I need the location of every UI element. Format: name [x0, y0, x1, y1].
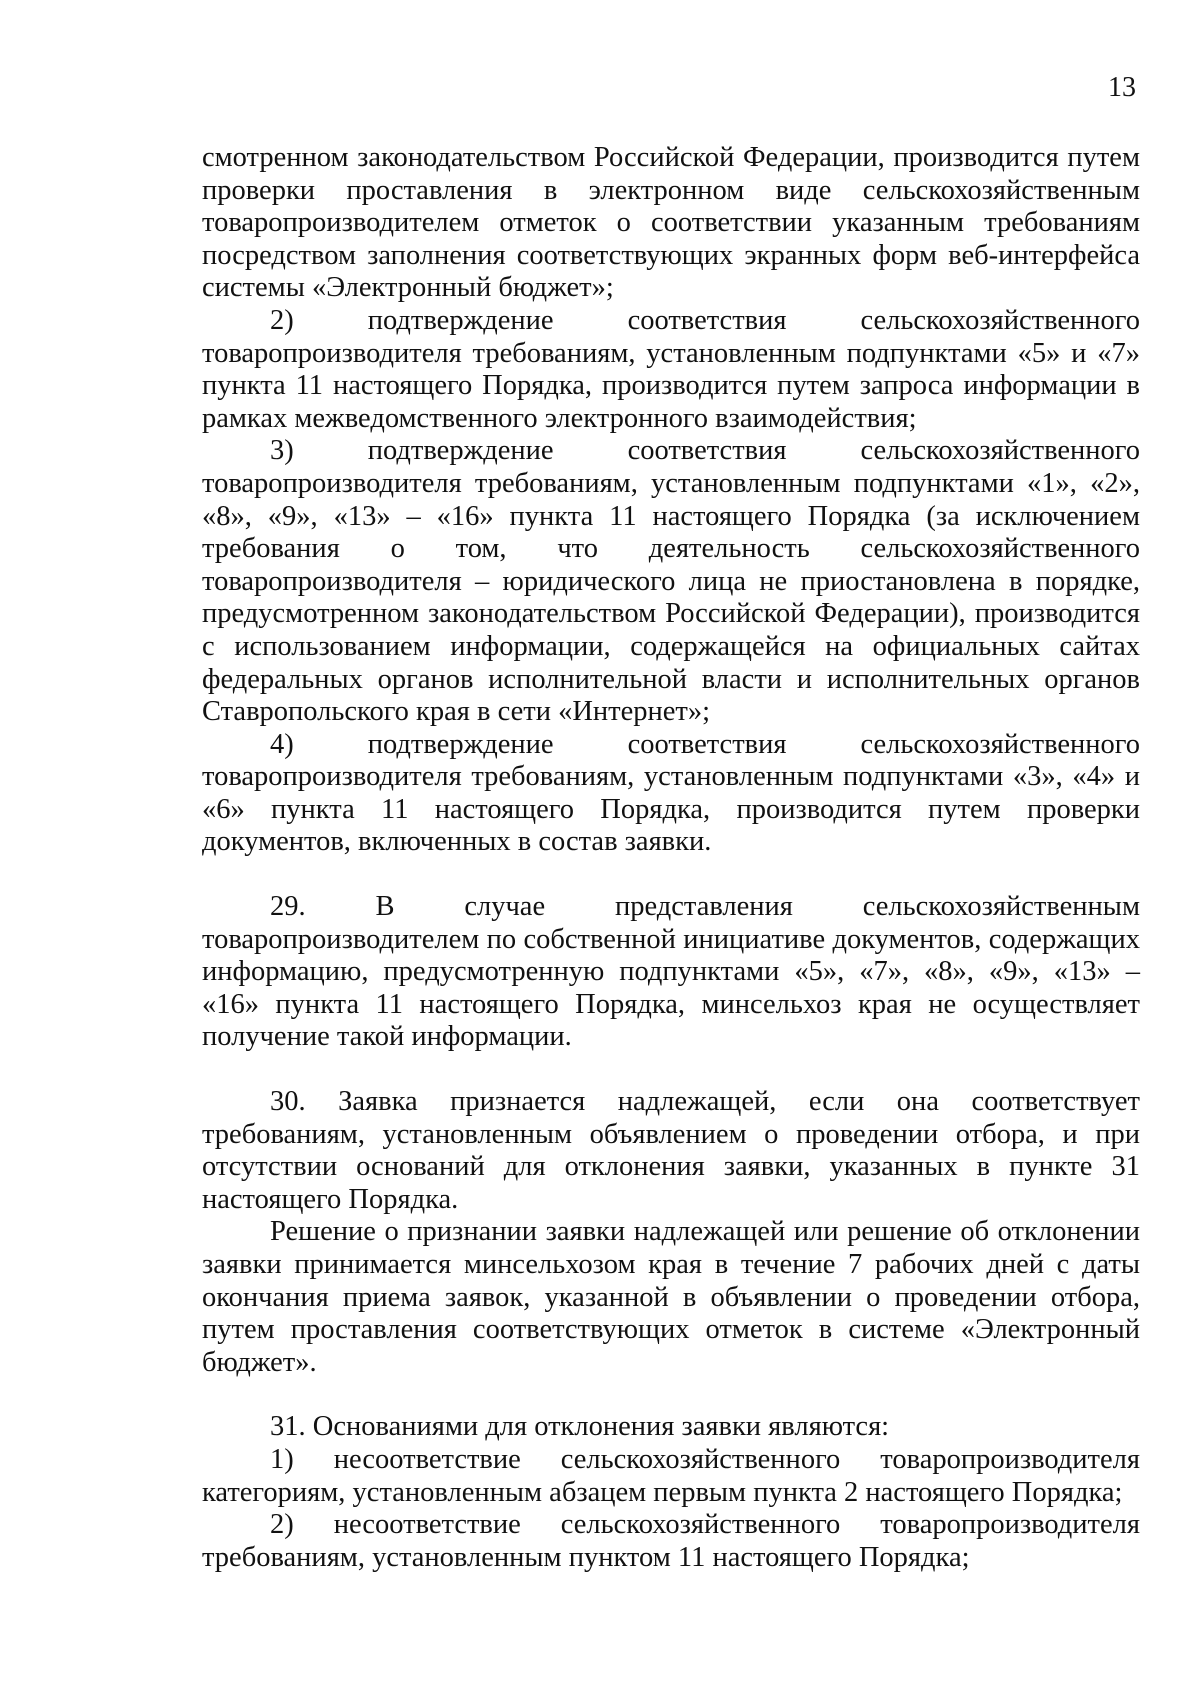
paragraph-item-2: 2) подтверждение соответствия сельскохозяйственного товаропроизводителя требованиям, установленным подпунктами «5» и «7» пункта 11 настоящего Порядка, производится путем запроса информации в рамках межведомственного электронного взаимодействия;	[202, 304, 1140, 434]
paragraph-continuation: смотренном законодательством Российской Федерации, производится путем проверки проставления в электронном виде сельскохозяйственным товаропроизводителем отметок о соответствии указанным требованиям посредством заполнения соответствующих экранных форм веб-интерфейса системы «Электронный бюджет»;	[202, 142, 1140, 304]
paragraph-clause-29: 29. В случае представления сельскохозяйственным товаропроизводителем по собственной инициативе документов, содержащих информацию, предусмотренную подпунктами «5», «7», «8», «9», «13» – «16» пункта 11 настоящего Порядка, минсельхоз края не осуществляет получение такой информации.	[202, 891, 1140, 1053]
paragraph-clause-31-item-1: 1) несоответствие сельскохозяйственного товаропроизводителя категориям, установленным абзацем первым пункта 2 настоящего Порядка;	[202, 1443, 1140, 1508]
paragraph-clause-30: 30. Заявка признается надлежащей, если она соответствует требованиям, установленным объявлением о проведении отбора, и при отсутствии оснований для отклонения заявки, указанных в пункте 31 настоящего Порядка.	[202, 1086, 1140, 1215]
paragraph-item-3: 3) подтверждение соответствия сельскохозяйственного товаропроизводителя требованиям, установленным подпунктами «1», «2», «8», «9», «13» – «16» пункта 11 настоящего Порядка (за исключением требования о том, что деятельность сельскохозяйственного товаропроизводителя – юридического лица не приостановлена в порядке, предусмотренном законодательством Российской Федерации), производится с использованием информации, содержащейся на официальных сайтах федеральных органов исполнительной власти и исполнительных органов Ставропольского края в сети «Интернет»;	[202, 435, 1140, 728]
paragraph-item-4: 4) подтверждение соответствия сельскохозяйственного товаропроизводителя требованиям, установленным подпунктами «3», «4» и «6» пункта 11 настоящего Порядка, производится путем проверки документов, включенных в состав заявки.	[202, 728, 1140, 858]
paragraph-clause-30-decision: Решение о признании заявки надлежащей или решение об отклонении заявки принимается минсельхозом края в течение 7 рабочих дней с даты окончания приема заявок, указанной в объявлении о проведении отбора, путем проставления соответствующих отметок в системе «Электронный бюджет».	[202, 1216, 1140, 1378]
page-number: 13	[1108, 72, 1136, 103]
paragraph-clause-31: 31. Основаниями для отклонения заявки являются:	[270, 1411, 890, 1443]
paragraph-clause-31-item-2: 2) несоответствие сельскохозяйственного товаропроизводителя требованиям, установленным пунктом 11 настоящего Порядка;	[202, 1509, 1140, 1573]
document-body	[202, 142, 1140, 1574]
